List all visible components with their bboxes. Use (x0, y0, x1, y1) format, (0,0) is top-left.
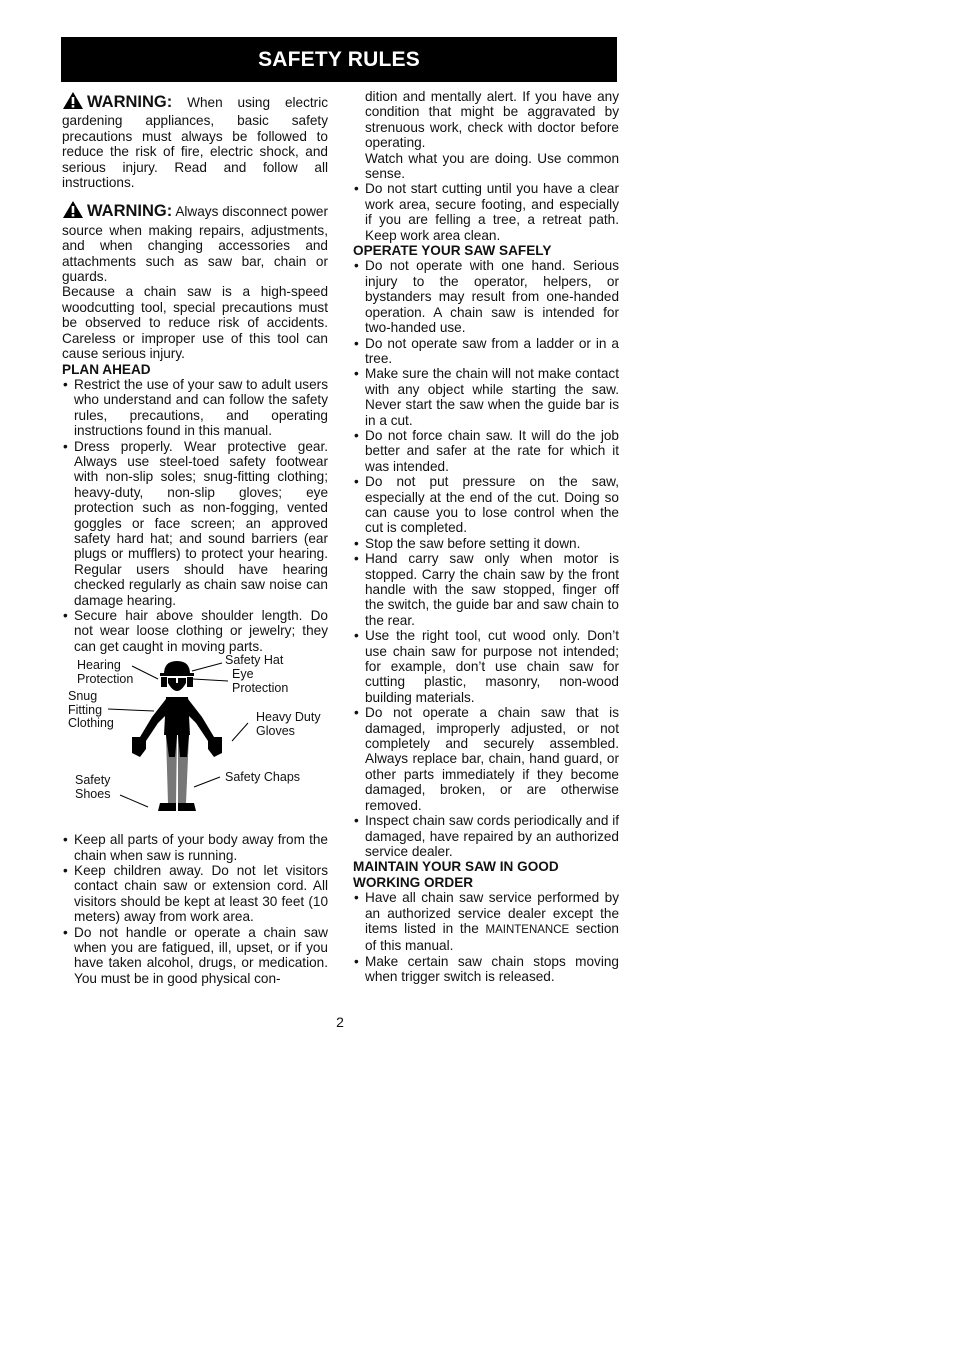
list-item: • Do not operate with one hand. Serious injury to the operator, helpers, or bystanders may result from one-handed operation. A chain saw is intended for two-handed use. (353, 258, 619, 335)
warning-label: WARNING: (87, 93, 173, 111)
plan-ahead-heading: PLAN AHEAD (62, 361, 151, 377)
list-item: • Dress properly. Wear protective gear. Always use steel-toed safety footwear with non-slip soles; snug-fitting clothing; heavy-duty, non-slip gloves; eye protection such as non-fogging, vented goggles or face screen; an approved safety hard hat; and sound barriers (ear plugs or mufflers) to protect your hearing. Regular users should have hearing checked regularly as chain saw noise can damage hearing. (62, 439, 328, 608)
page-number: 2 (336, 1014, 344, 1030)
list-item: • Make sure the chain will not make contact with any object while starting the saw. Never start the saw when the guide bar is in a cut. (353, 366, 619, 428)
list-item: • Keep all parts of your body away from the chain when saw is running. (62, 832, 328, 863)
warning-text: When using electric gardening appliances, basic safety precautions must always be followed to reduce the risk of fire, electric shock, and serious injury. Read and follow all instructions. (62, 95, 329, 191)
list-item: • Inspect chain saw cords periodically and if damaged, have repaired by an authorized service dealer. (353, 813, 619, 859)
section-banner (61, 37, 617, 82)
maintain-list (353, 890, 619, 984)
list-item: • Do not force chain saw. It will do the job better and safer at the rate for which it was intended. (353, 428, 619, 474)
list-item: • Restrict the use of your saw to adult users who understand and can follow the safety rules, precautions, and operating instructions found in this manual. (62, 377, 328, 439)
label-safety-chaps: Safety Chaps (225, 770, 301, 785)
label-snug-fitting-clothing: Snug Fitting Clothing (68, 689, 114, 731)
maintenance-reference: MAINTENANCE (485, 923, 570, 936)
warning-text: Always disconnect power source when making repairs, adjustments, and when changing accessories and attachments such as saw bar, chain or guards. (62, 204, 328, 285)
protective-gear-figure (62, 653, 328, 829)
list-item: • Do not start cutting until you have a clear work area, secure footing, and especially if you are felling a tree, a retreat path. Keep work area clean. (353, 181, 619, 243)
continued-paragraph: dition and mentally alert. If you have any condition that might be aggravated by strenuous work, check with doctor before operating. (365, 89, 619, 151)
warning-triangle-icon (62, 91, 84, 113)
intro-paragraph: Because a chain saw is a high-speed woodcutting tool, special precautions must be observed to reduce risk of accidents. Careless or improper use of this tool can cause serious injury. (62, 284, 328, 362)
label-heavy-duty-gloves: Heavy Duty Gloves (256, 710, 321, 738)
label-safety-shoes: Safety Shoes (75, 773, 111, 801)
label-safety-hat: Safety Hat (225, 653, 284, 668)
warning-paragraph-1 (62, 91, 328, 190)
list-item: • Have all chain saw service performed by an authorized service dealer except the items listed in the MAINTENANCE section of this manual. (353, 890, 619, 954)
maintain-heading: MAINTAIN YOUR SAW IN GOOD WORKING ORDER (353, 859, 559, 890)
work-area-list (353, 181, 619, 243)
list-item: • Do not handle or operate a chain saw when you are fatigued, ill, upset, or if you have taken alcohol, drugs, or medication. You must be in good physical con- (62, 925, 328, 987)
right-column (353, 89, 619, 985)
page-title: SAFETY RULES (258, 47, 420, 71)
list-item: • Stop the saw before setting it down. (353, 536, 619, 551)
list-item: • Do not put pressure on the saw, especially at the end of the cut. Doing so can cause you to lose control when the cut is completed. (353, 474, 619, 536)
label-eye-protection: Eye Protection (232, 667, 289, 695)
watch-paragraph: Watch what you are doing. Use common sense. (365, 150, 619, 182)
spacer (62, 190, 328, 200)
warning-triangle-icon (62, 200, 84, 222)
list-item: • Do not operate a chain saw that is damaged, improperly adjusted, or not completely and securely assembled. Always replace bar, chain, hand guard, or other parts immediately if they become damaged, broken, or are otherwise removed. (353, 705, 619, 813)
list-item: • Make certain saw chain stops moving when trigger switch is released. (353, 954, 619, 985)
left-column (62, 88, 328, 986)
operate-safely-list (353, 258, 619, 859)
list-item: • Use the right tool, cut wood only. Don’t use chain saw for purpose not intended; for example, don’t use chain saw for cutting plastic, masonry, non-wood building materials. (353, 628, 619, 705)
label-hearing-protection: Hearing Protection (77, 658, 134, 686)
plan-ahead-list (62, 377, 328, 654)
list-item: • Hand carry saw only when motor is stopped. Carry the chain saw by the front handle with the saw stopped, finger off the switch, the guide bar and saw chain to the rear. (353, 551, 619, 628)
operate-safely-heading: OPERATE YOUR SAW SAFELY (353, 243, 552, 259)
list-item: • Do not operate saw from a ladder or in a tree. (353, 336, 619, 367)
warning-paragraph-2 (62, 200, 328, 284)
list-item: • Secure hair above shoulder length. Do not wear loose clothing or jewelry; they can get caught in moving parts. (62, 608, 328, 654)
list-item: • Keep children away. Do not let visitors contact chain saw or extension cord. All visitors should be kept at least 30 feet (10 meters) away from work area. (62, 863, 328, 925)
warning-label: WARNING: (87, 202, 173, 221)
plan-ahead-list-continued (62, 832, 328, 986)
